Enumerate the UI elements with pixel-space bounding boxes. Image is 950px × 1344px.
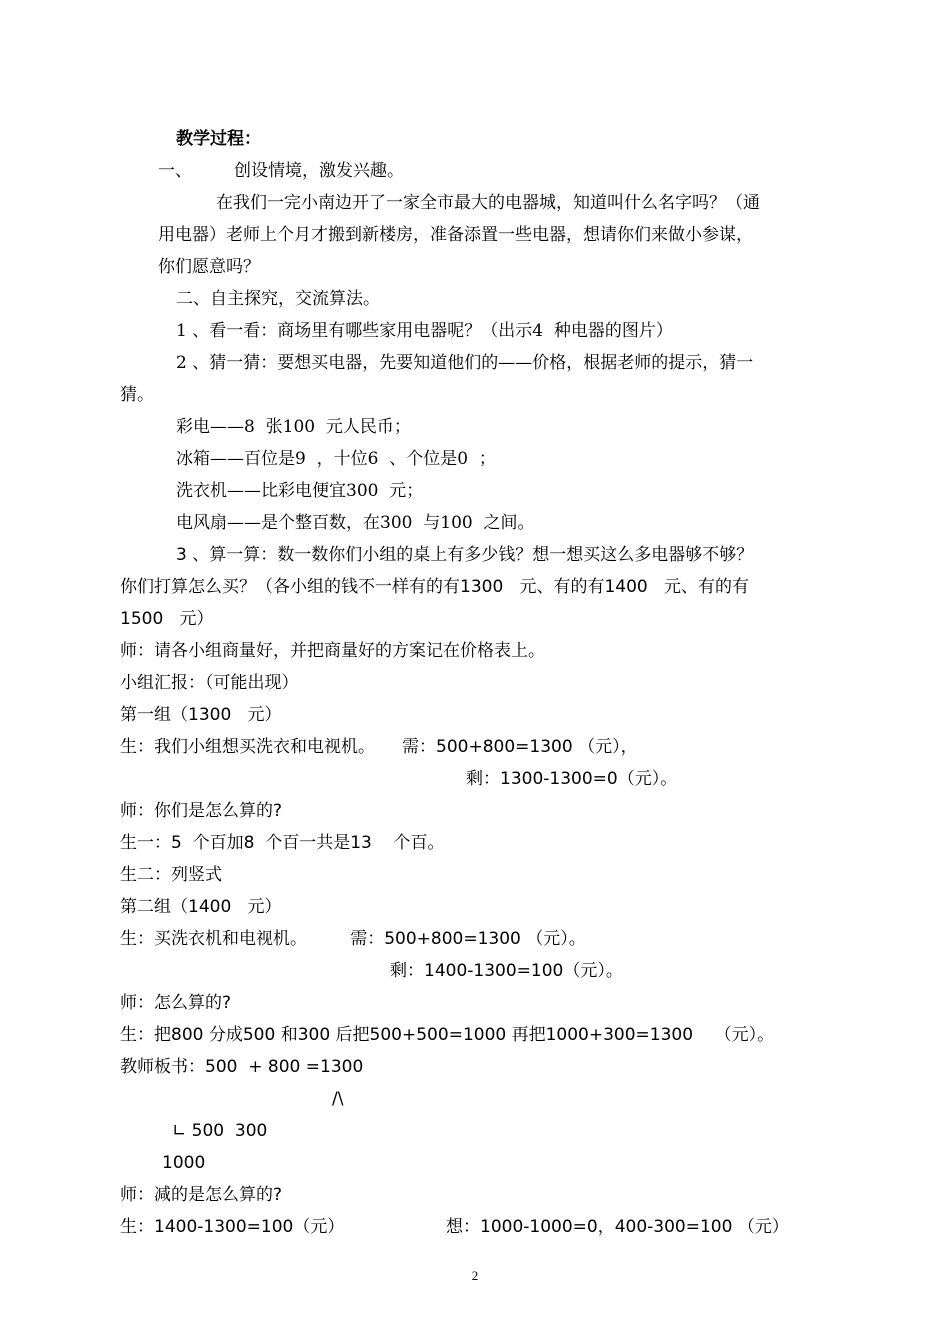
text-line: 想：1000-1000=0，400-300=100 （元） bbox=[446, 1217, 789, 1237]
text-line: 1000 bbox=[162, 1153, 206, 1173]
text-line: 教师板书：500 + 800 =1300 bbox=[120, 1057, 364, 1077]
text-line: ∟ 500 300 bbox=[172, 1121, 268, 1141]
text-line: 第一组（1300 元） bbox=[120, 705, 282, 725]
text-line: 生：买洗衣机和电视机。 需：500+800=1300 （元）。 bbox=[120, 929, 586, 949]
text-line: 二、自主探究，交流算法。 bbox=[176, 289, 380, 309]
text-line: 剩：1300-1300=0（元）。 bbox=[466, 769, 678, 789]
text-line: 洗衣机——比彩电便宜300 元； bbox=[176, 481, 424, 501]
text-line: 你们打算怎么买？（各小组的钱不一样有的有1300 元、有的有1400 元、有的有 bbox=[120, 577, 749, 597]
text-line: 用电器）老师上个月才搬到新楼房，准备添置一些电器，想请你们来做小参谋， bbox=[158, 225, 753, 245]
text-line: 猜。 bbox=[120, 385, 154, 405]
text-line: 生一：5 个百加8 个百一共是13 个百。 bbox=[120, 833, 445, 853]
text-line: 冰箱——百位是9 ，十位6 、个位是0 ； bbox=[176, 449, 496, 469]
text-line: 第二组（1400 元） bbox=[120, 897, 282, 917]
text-line: 1500 元） bbox=[120, 609, 214, 629]
page-number: 2 bbox=[471, 1268, 479, 1283]
text-line: 生二：列竖式 bbox=[120, 865, 222, 885]
text-line: 师：减的是怎么算的? bbox=[120, 1185, 283, 1205]
text-line: 师：怎么算的? bbox=[120, 993, 232, 1013]
text-line: 2 、猜一猜：要想买电器，先要知道他们的——价格，根据老师的提示，猜一 bbox=[176, 353, 754, 373]
text-line: 教学过程： bbox=[176, 129, 261, 149]
text-line: 你们愿意吗？ bbox=[158, 257, 260, 277]
text-line: 师：你们是怎么算的? bbox=[120, 801, 283, 821]
text-line: 创设情境，激发兴趣。 bbox=[234, 161, 404, 181]
text-line: /\ bbox=[332, 1089, 344, 1109]
text-line: 师：请各小组商量好，并把商量好的方案记在价格表上。 bbox=[120, 641, 545, 661]
text-line: 生：把800 分成500 和300 后把500+500=1000 再把1000+300=1300 （元）。 bbox=[120, 1025, 775, 1045]
text-line: 3 、算一算：数一数你们小组的桌上有多少钱？想一想买这么多电器够不够？ bbox=[176, 545, 754, 565]
text-line: 一、 bbox=[158, 161, 192, 181]
text-line: 剩：1400-1300=100（元）。 bbox=[390, 961, 623, 981]
text-line: 在我们一完小南边开了一家全市最大的电器城，知道叫什么名字吗？（通 bbox=[216, 193, 760, 213]
text-line: 1 、看一看：商场里有哪些家用电器呢？（出示4 种电器的图片） bbox=[176, 321, 673, 341]
text-line: 生：我们小组想买洗衣和电视机。 需：500+800=1300 （元）， bbox=[120, 737, 638, 757]
text-line: 小组汇报：（可能出现） bbox=[120, 673, 299, 693]
text-line: 彩电——8 张100 元人民币； bbox=[176, 417, 411, 437]
text-line: 生：1400-1300=100（元） bbox=[120, 1217, 345, 1237]
text-line: 电风扇——是个整百数，在300 与100 之间。 bbox=[176, 513, 535, 533]
